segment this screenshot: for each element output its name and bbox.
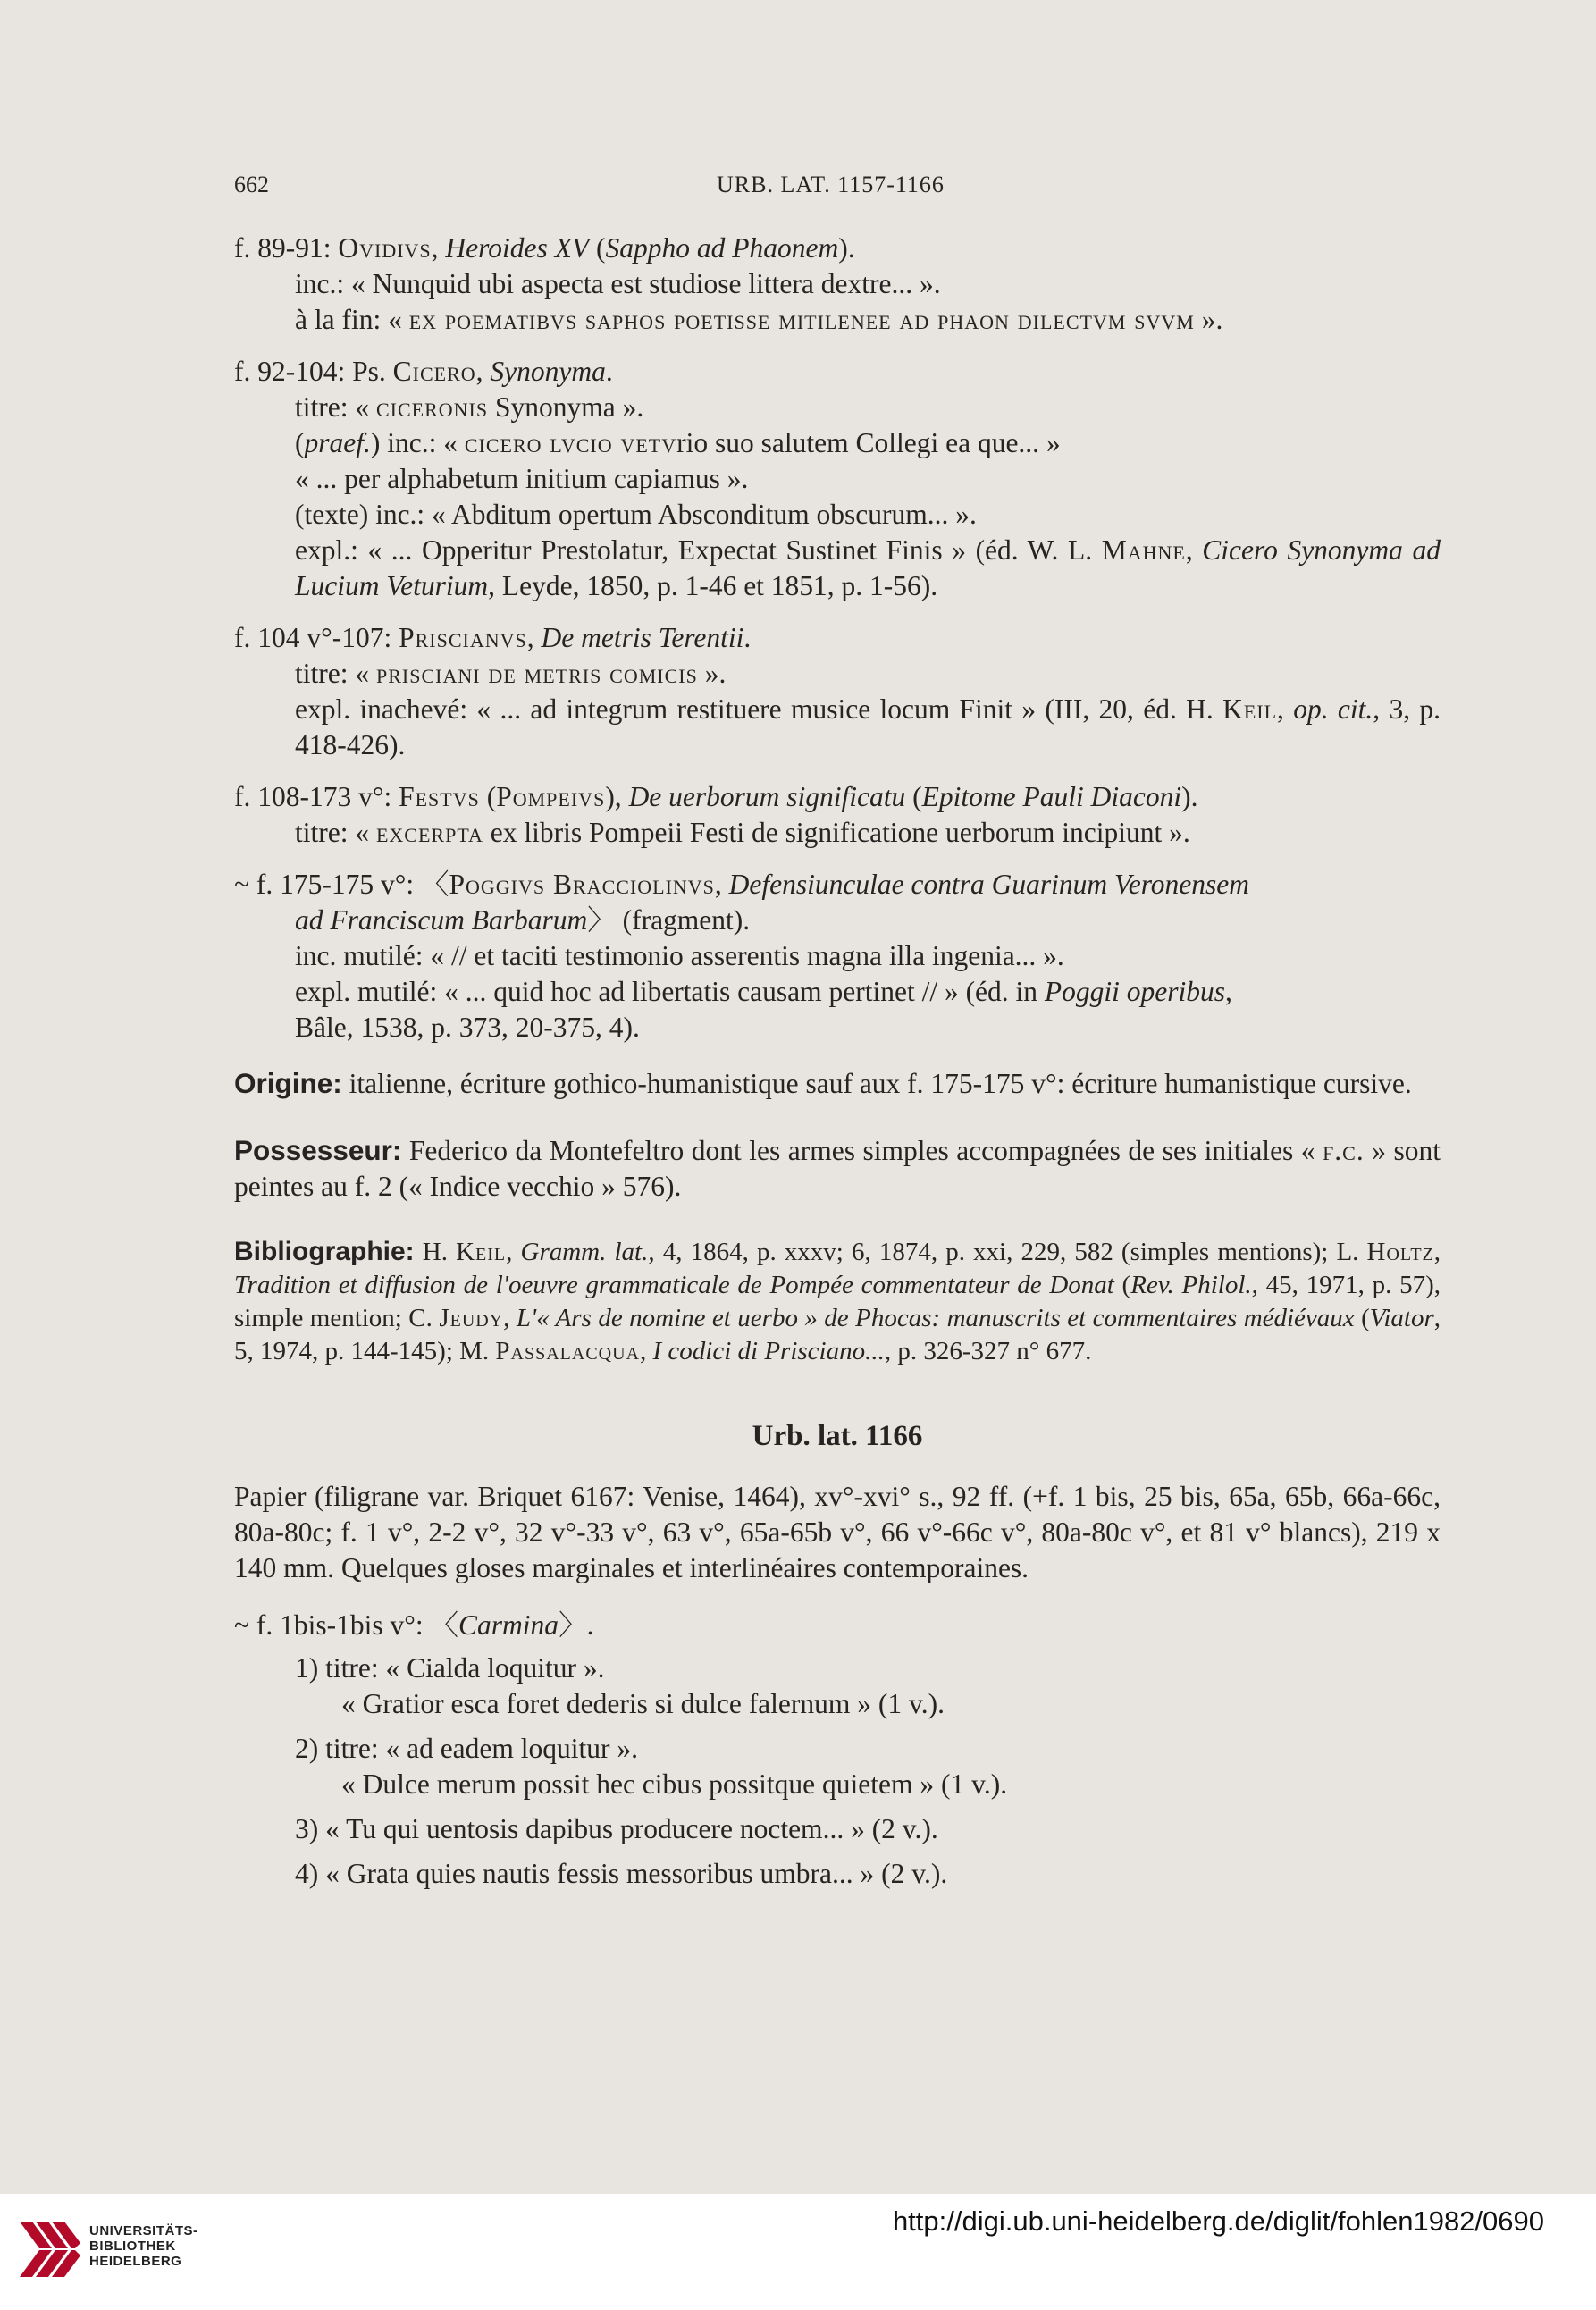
praefatio-incipit: (praef.) inc.: « cicero lvcio vetvrio suo salutem Collegi ea que... » bbox=[295, 427, 1061, 458]
entry-heading: f. 104 v°-107: Priscianvs, De metris Terentii. bbox=[234, 622, 752, 653]
entry-ovidius bbox=[234, 231, 1441, 338]
entry-festus bbox=[234, 779, 1441, 851]
page-number: 662 bbox=[234, 172, 269, 197]
item-2-titre: 2) titre: « ad eadem loquitur ». bbox=[295, 1733, 639, 1764]
library-name: UNIVERSITÄTS- BIBLIOTHEK HEIDELBERG bbox=[89, 2223, 198, 2269]
item-1-titre: 1) titre: « Cialda loquitur ». bbox=[295, 1652, 605, 1684]
titre-line: titre: « prisciani de metris comicis ». bbox=[295, 658, 727, 689]
explicit-line: expl.: « ... Opperitur Prestolatur, Expectat Sustinet Finis » (éd. W. L. Mahne, Cicero Synonyma ad Lucium Veturium, Leyde, 1850, p. 1-46 et 1851, p. 1-56). bbox=[295, 534, 1441, 601]
permalink-url[interactable]: http://digi.ub.uni-heidelberg.de/diglit/fohlen1982/0690 bbox=[892, 2205, 1544, 2237]
item-3: 3) « Tu qui uentosis dapibus producere noctem... » (2 v.). bbox=[295, 1813, 938, 1844]
titre-line: titre: « excerpta ex libris Pompeii Festi de significatione uerborum incipiunt ». bbox=[295, 817, 1190, 848]
section-heading: Urb. lat. 1166 bbox=[752, 1420, 923, 1452]
explicit-line: expl. mutilé: « ... quid hoc ad libertatis causam pertinet // » (éd. in Poggii operibus, bbox=[295, 976, 1232, 1007]
explicit-line: expl. inachevé: « ... ad integrum restituere musice locum Finit » (III, 20, éd. H. Keil, op. cit., 3, p. 418-426). bbox=[295, 693, 1441, 760]
item-1-text: « Gratior esca foret dederis si dulce falernum » (1 v.). bbox=[341, 1688, 945, 1719]
praefatio-incipit-cont: « ... per alphabetum initium capiamus ». bbox=[295, 463, 749, 494]
entry-heading-cont: ad Franciscum Barbarum〉 (fragment). bbox=[295, 904, 751, 936]
bibliographie-paragraph: Bibliographie: H. Keil, Gramm. lat., 4, 1864, p. xxxv; 6, 1874, p. xxi, 229, 582 (simples mentions); L. Holtz, Tradition et diffusion de l'oeuvre grammaticale de Pompée commentateur de Donat (Rev. Philol., 45, 1971, p. 57), simple mention; C. Jeudy, L'« Ars de nomine et uerbo » de Phocas: manuscrits et commentaires médiévaux (Viator, 5, 1974, p. 144-145); M. Passalacqua, I codici di Prisciano..., p. 326-327 n° 677. bbox=[234, 1237, 1441, 1365]
item-2-text: « Dulce merum possit hec cibus possitque quietem » (1 v.). bbox=[341, 1768, 1008, 1800]
incipit-line: inc.: « Nunquid ubi aspecta est studiose littera dextre... ». bbox=[295, 268, 941, 299]
entry-heading: ~ f. 175-175 v°: 〈Poggivs Bracciolinvs, Defensiunculae contra Guarinum Veronensem bbox=[234, 869, 1250, 900]
entry-priscianus bbox=[234, 620, 1441, 763]
library-logo-icon bbox=[16, 2216, 82, 2282]
origine-paragraph: Origine: italienne, écriture gothico-humanistique sauf aux f. 175-175 v°: écriture humanistique cursive. bbox=[234, 1067, 1412, 1099]
titre-line: titre: « ciceronis Synonyma ». bbox=[295, 391, 644, 423]
entry-heading: f. 92-104: Ps. Cicero, Synonyma. bbox=[234, 356, 613, 387]
item-4: 4) « Grata quies nautis fessis messoribus umbra... » (2 v.). bbox=[295, 1858, 948, 1889]
document-body bbox=[234, 231, 1441, 1892]
possesseur-paragraph: Possesseur: Federico da Montefeltro dont les armes simples accompagnées de ses initiales « f.c. » sont peintes au f. 2 (« Indice vecchio » 576). bbox=[234, 1134, 1441, 1202]
codex-description: Papier (filigrane var. Briquet 6167: Venise, 1464), xv°-xvi° s., 92 ff. (+f. 1 bis, 25 bis, 65a, 65b, 66a-66c, 80a-80c; f. 1 v°, 2-2 v°, 32 v°-33 v°, 63 v°, 65a-65b v°, 66 v°-66c v°, 80a-80c v°, et 81 v° blancs), 219 x 140 mm. Quelques gloses marginales et interlinéaires contemporaines. bbox=[234, 1481, 1441, 1583]
explicit-line: à la fin: « ex poematibvs saphos poetisse mitilenee ad phaon dilectvm svvm ». bbox=[295, 304, 1223, 335]
entry-heading: f. 89-91: Ovidivs, Heroides XV (Sappho ad Phaonem). bbox=[234, 232, 855, 264]
incipit-line: inc. mutilé: « // et taciti testimonio asserentis magna illa ingenia... ». bbox=[295, 940, 1064, 971]
entry-cicero bbox=[234, 354, 1441, 604]
entry-poggius bbox=[234, 867, 1441, 1046]
running-title: URB. LAT. 1157-1166 bbox=[717, 172, 945, 197]
entry-heading: f. 108-173 v°: Festvs (Pompeivs), De uerborum significatu (Epitome Pauli Diaconi). bbox=[234, 781, 1198, 812]
explicit-line-cont: Bâle, 1538, p. 373, 20-375, 4). bbox=[295, 1012, 640, 1043]
entry-heading: ~ f. 1bis-1bis v°: 〈Carmina〉. bbox=[234, 1609, 594, 1641]
texte-incipit: (texte) inc.: « Abditum opertum Absconditum obscurum... ». bbox=[295, 499, 977, 530]
